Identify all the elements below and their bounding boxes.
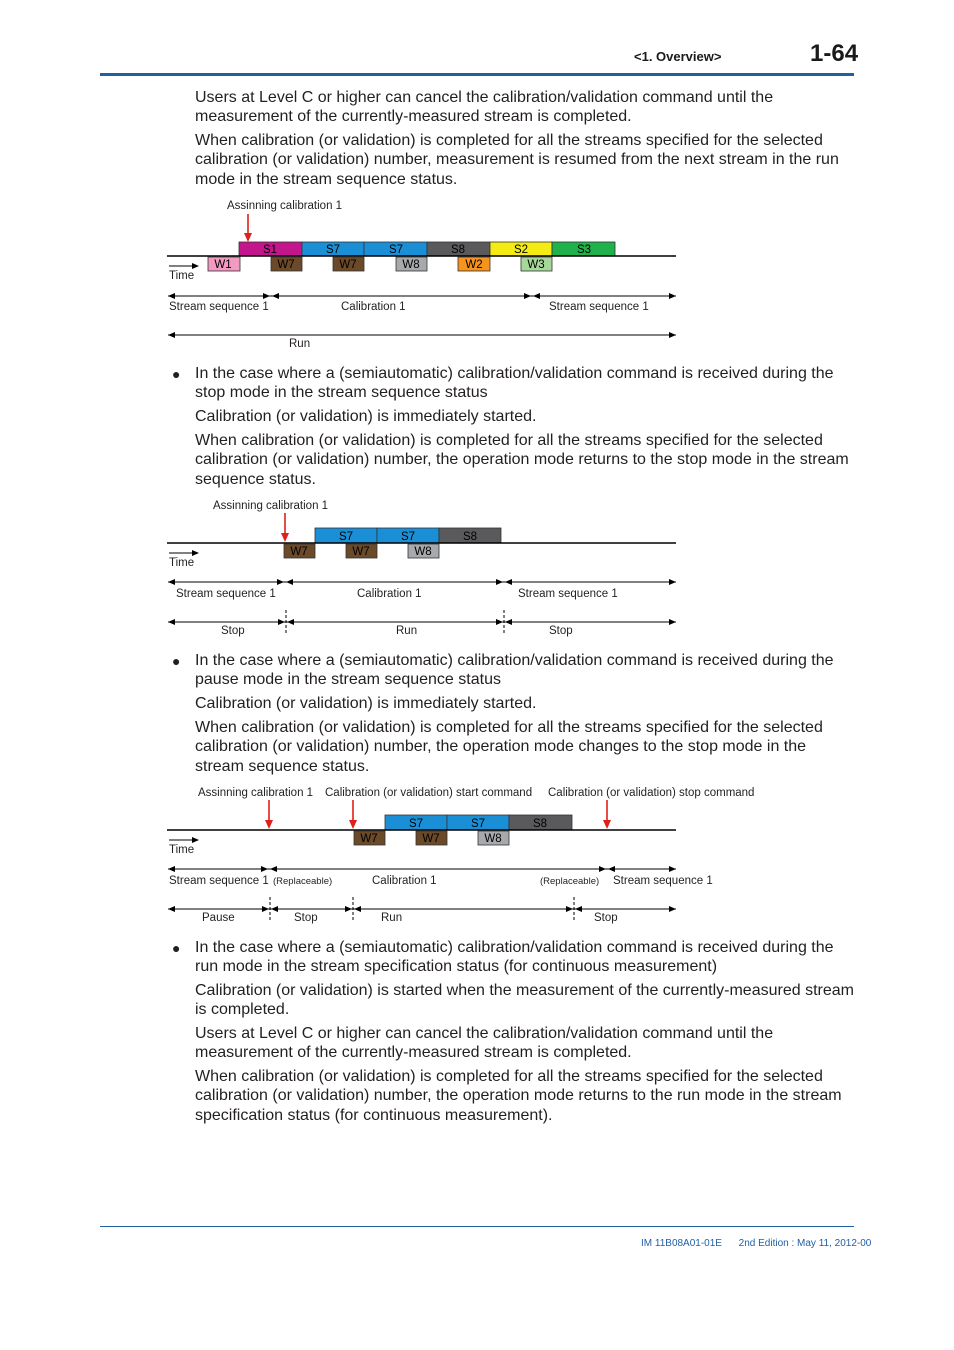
paragraph-immediate-start: Calibration (or validation) is immediately started. [195,695,537,712]
wait-label: W7 [360,833,378,845]
span-arrow-head [599,866,606,872]
wait-label: W7 [339,259,357,271]
wait-label: W7 [352,546,370,558]
span-arrow-head [271,906,278,912]
bullet-icon: ● [172,366,181,382]
replaceable-label: (Replaceable) [540,876,600,887]
sequence-label: Calibration 1 [372,875,437,887]
span-arrow-head [566,906,573,912]
wait-label: W8 [484,833,502,845]
span-arrow-head [261,866,268,872]
time-label: Time [169,270,195,282]
stream-label: S7 [388,244,404,256]
stream-label: S7 [470,818,486,830]
stream-label: S7 [408,818,424,830]
replaceable-label: (Replaceable) [273,876,333,887]
stream-label: S7 [338,531,354,543]
callout-arrow-head [603,820,611,829]
bullet-heading-pause-mode: In the case where a (semiautomatic) calibration/validation command is received during the pause mode in the stream sequence status [195,652,834,689]
sequence-label: Calibration 1 [357,588,422,600]
sequence-label: Stream sequence 1 [169,301,269,313]
mode-label: Stop [221,625,245,637]
paragraph-cancel-note: Users at Level C or higher can cancel the calibration/validation command until the measurement of the currently-measured stream is completed. [195,89,774,126]
span-arrow-head [345,906,352,912]
mode-label: Run [396,625,418,637]
callout-assigning-calibration: Assinning calibration 1 [198,787,314,799]
section-title: <1. Overview> [634,49,722,64]
time-label: Time [169,557,195,569]
callout-assigning-calibration: Assinning calibration 1 [227,200,343,212]
span-arrow-head [669,866,676,872]
span-arrow-head [669,906,676,912]
stream-label: S1 [262,244,278,256]
span-arrow-head [354,906,361,912]
span-arrow-head [270,866,277,872]
footer-doc-info: IM 11B08A01-01E 2nd Edition : May 11, 2012-00 [641,1238,872,1249]
mode-label: Run [381,912,403,924]
stream-label: S8 [450,244,466,256]
span-arrow-head [168,906,175,912]
paragraph-resume-note: When calibration (or validation) is completed for all the streams specified for the selected calibration (or validation) number, measurement is resumed from the next stream in the run mode in the stream sequence status. [195,132,839,188]
wait-label: W2 [465,259,483,271]
time-arrow-head [192,837,199,843]
wait-label: W8 [402,259,420,271]
wait-label: W7 [290,546,308,558]
sequence-label: Stream sequence 1 [549,301,649,313]
stream-label: S8 [532,818,548,830]
sequence-label: Stream sequence 1 [176,588,276,600]
callout-arrow-head [349,820,357,829]
paragraph-return-run: When calibration (or validation) is completed for all the streams specified for the selected calibration (or validation) number, the operation mode returns to the run mode in the stream specification status (for continuous measurement). [195,1068,842,1124]
bullet-icon: ● [172,653,181,669]
stream-label: S8 [462,531,478,543]
wait-label: W7 [277,259,295,271]
footer-rule [100,1226,854,1227]
paragraph-cancel-note: Users at Level C or higher can cancel the calibration/validation command until the measurement of the currently-measured stream is completed. [195,1025,774,1062]
wait-label: W7 [422,833,440,845]
paragraph-immediate-start: Calibration (or validation) is immediately started. [195,408,537,425]
bullet-heading-stop-mode: In the case where a (semiautomatic) calibration/validation command is received during the stop mode in the stream sequence status [195,365,834,402]
paragraph-start-after-measure: Calibration (or validation) is started when the measurement of the currently-measured stream is completed. [195,982,854,1019]
span-arrow-head [575,906,582,912]
sequence-label: Stream sequence 1 [613,875,713,887]
stream-label: S3 [576,244,592,256]
stream-label: S2 [513,244,529,256]
callout-arrow-head [265,820,273,829]
mode-label: Run [289,338,311,350]
mode-label: Pause [202,912,235,924]
stream-label: S7 [325,244,341,256]
span-arrow-head [262,906,269,912]
wait-label: W8 [414,546,432,558]
callout-stop-command: Calibration (or validation) stop command [548,787,755,799]
wait-label: W3 [527,259,545,271]
wait-label: W1 [214,259,232,271]
mode-label: Stop [294,912,318,924]
sequence-label: Stream sequence 1 [518,588,618,600]
span-arrow-head [168,866,175,872]
mode-label: Stop [549,625,573,637]
time-label: Time [169,844,195,856]
callout-assigning-calibration: Assinning calibration 1 [213,500,329,512]
sequence-label: Calibration 1 [341,301,406,313]
mode-label: Stop [594,912,618,924]
sequence-label: Stream sequence 1 [169,875,269,887]
callout-start-command: Calibration (or validation) start command [325,787,533,799]
stream-label: S7 [400,531,416,543]
span-arrow-head [608,866,615,872]
paragraph-return-stop: When calibration (or validation) is completed for all the streams specified for the selected calibration (or validation) number, the operation mode returns to the stop mode in the stream sequence status. [195,432,849,488]
bullet-icon: ● [172,940,181,956]
page-number: 1-64 [810,40,859,67]
bullet-heading-run-mode: In the case where a (semiautomatic) calibration/validation command is received during the run mode in the stream specification status (for continuous measurement) [195,939,834,976]
paragraph-change-stop: When calibration (or validation) is completed for all the streams specified for the selected calibration (or validation) number, the operation mode changes to the stop mode in the stream sequence status. [195,719,823,775]
